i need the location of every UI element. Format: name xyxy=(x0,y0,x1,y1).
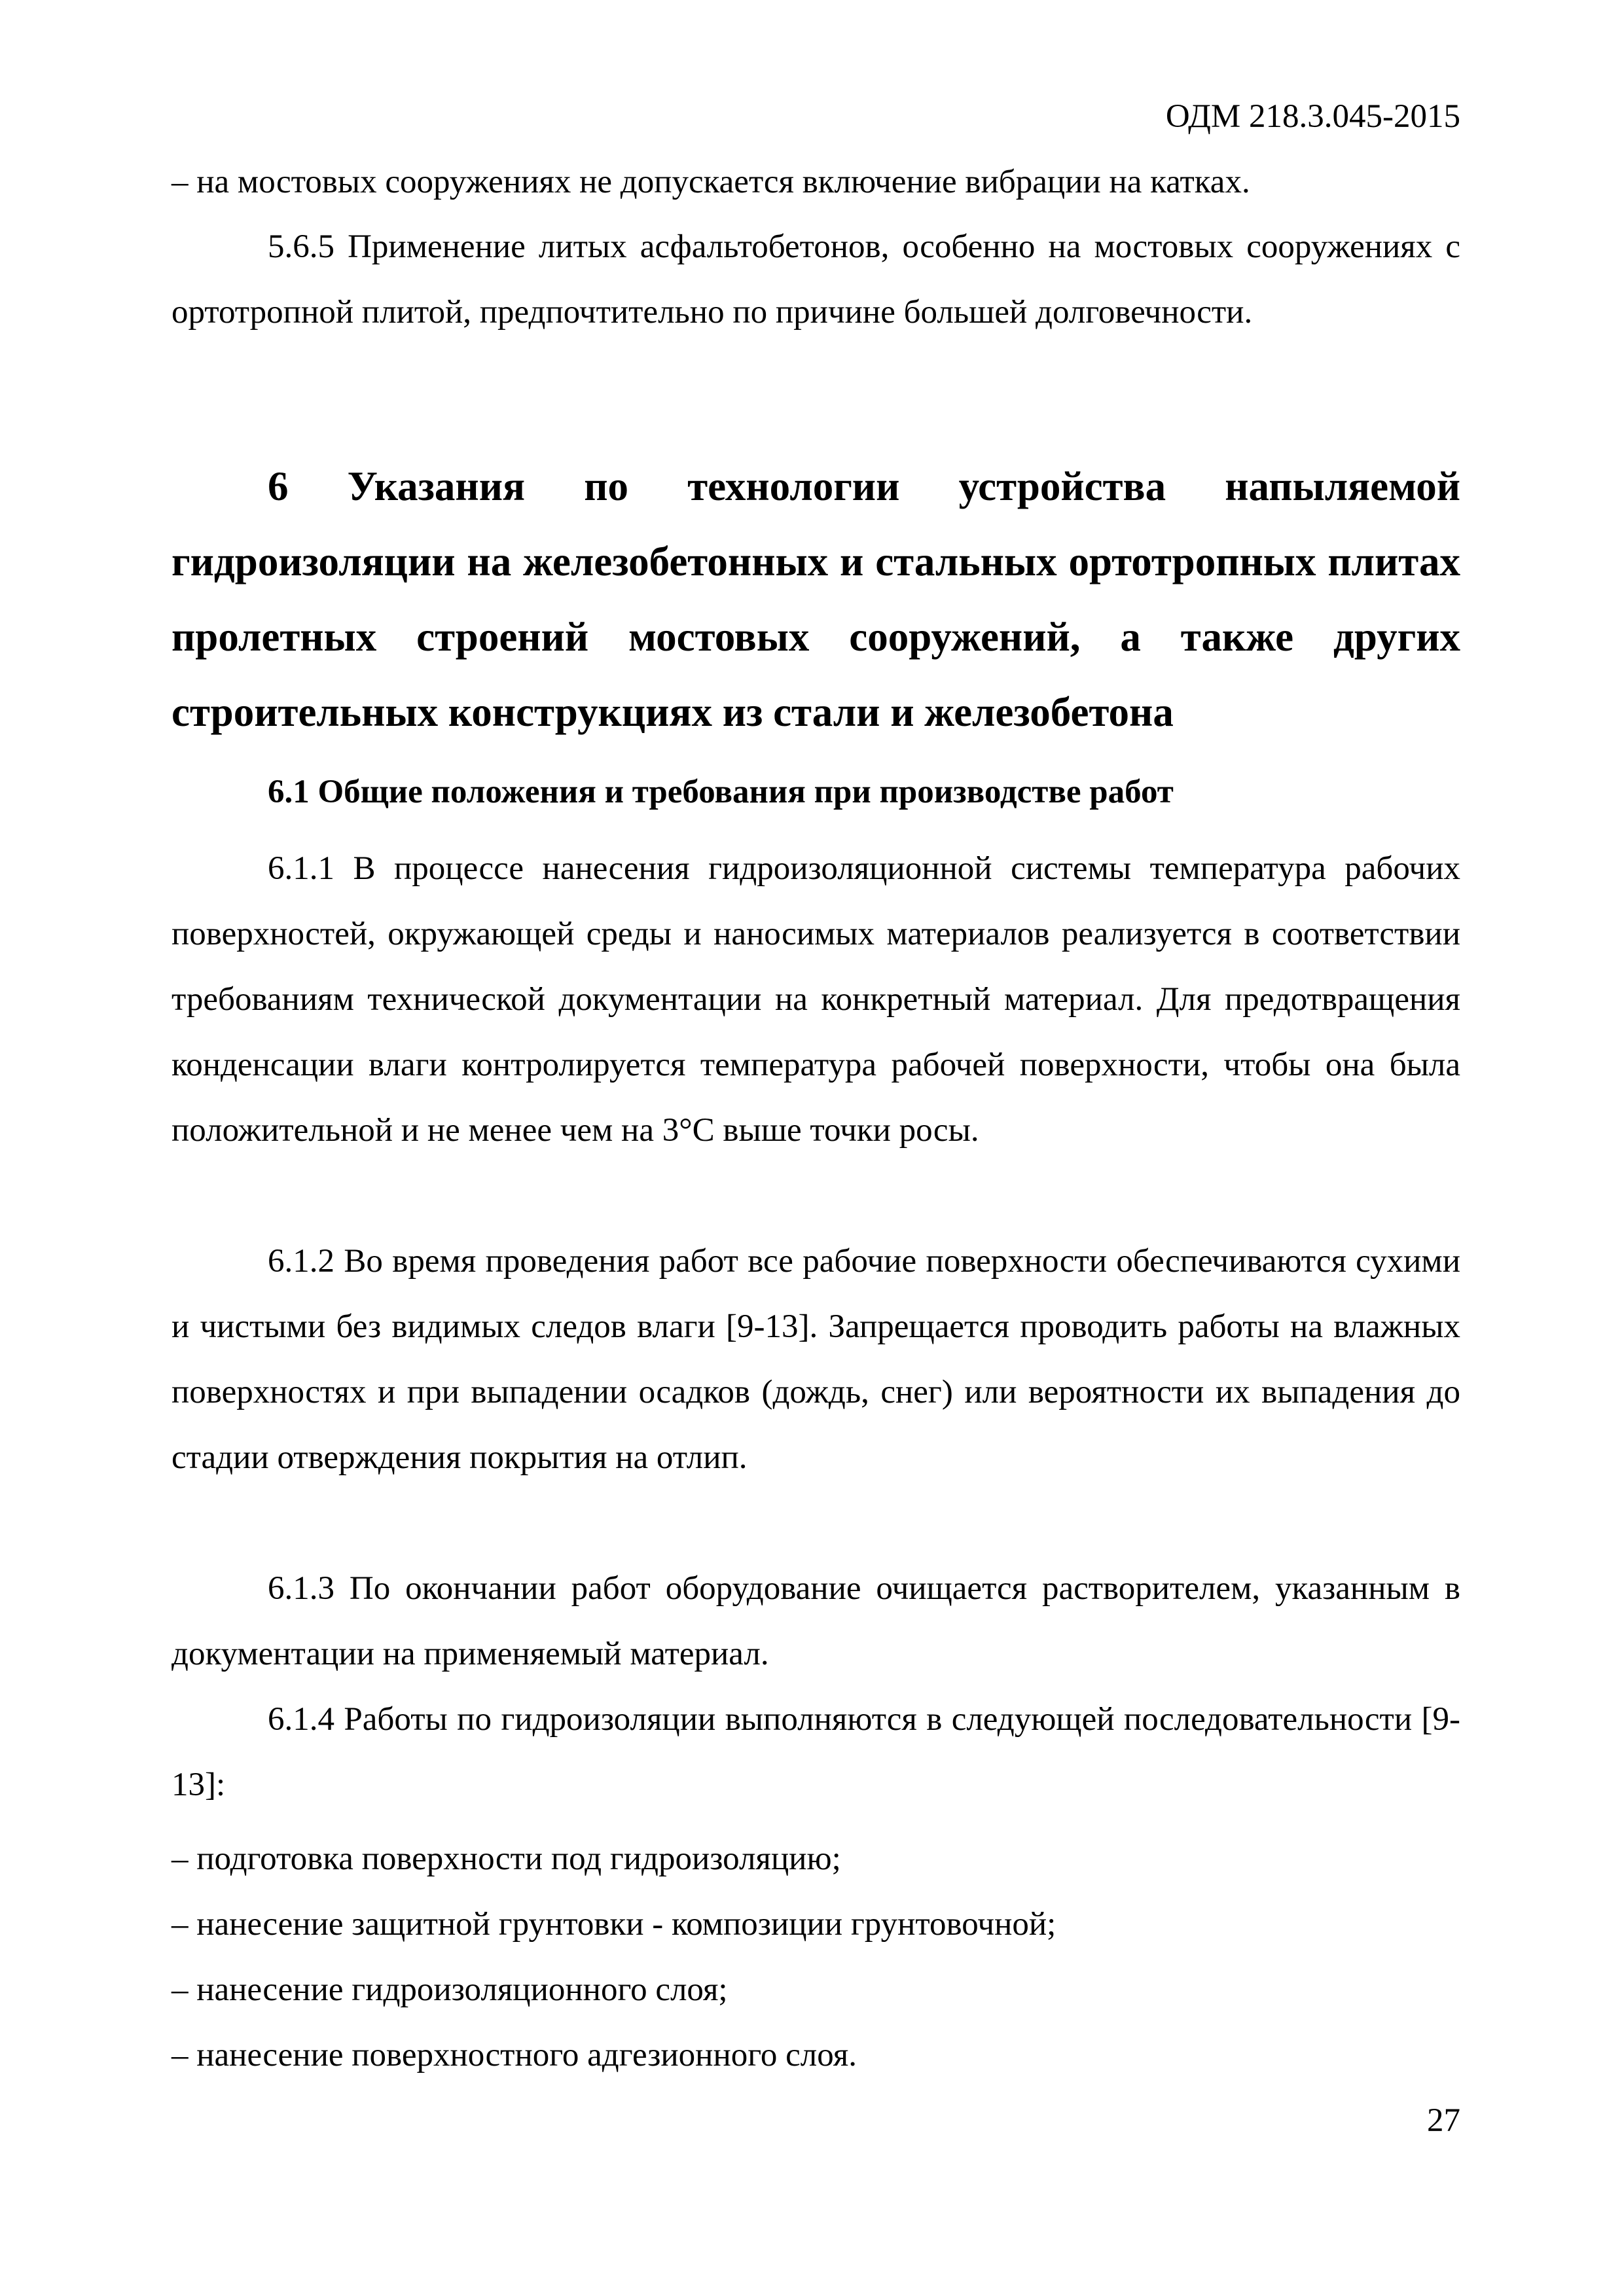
subsection-heading-6-1: 6.1 Общие положения и требования при производстве работ xyxy=(268,774,1174,810)
list-item: – нанесение гидроизоляционного слоя; xyxy=(171,1971,728,2008)
paragraph-6-1-3: 6.1.3 По окончании работ оборудование очищается растворителем, указанным в документации на применяемый материал. xyxy=(171,1570,1460,1672)
paragraph-6-1-2: 6.1.2 Во время проведения работ все рабочие поверхности обеспечиваются сухими и чистыми без видимых следов влаги [9-13]. Запрещается проводить работы на влажных поверхностях и при выпадении осадков (дождь, снег) или вероятности их выпадения до стадии отверждения покрытия на отлип. xyxy=(171,1243,1460,1476)
paragraph-6-1-4: 6.1.4 Работы по гидроизоляции выполняются в следующей последовательности [9-13]: xyxy=(171,1701,1460,1803)
paragraph-6-1-1: 6.1.1 В процессе нанесения гидроизоляционной системы температура рабочих поверхностей, окружающей среды и наносимых материалов реализуется в соответствии требованиям технической документации на конкретный материал. Для предотвращения конденсации влаги контролируется температура рабочей поверхности, чтобы она была положительной и не менее чем на 3°С выше точки росы. xyxy=(171,850,1460,1149)
paragraph-5-6-5: 5.6.5 Применение литых асфальтобетонов, особенно на мостовых сооружениях с ортотропной плитой, предпочтительно по причине большей долговечности. xyxy=(171,228,1460,331)
page-number: 27 xyxy=(1427,2102,1460,2139)
list-item: – подготовка поверхности под гидроизоляцию; xyxy=(171,1840,841,1877)
list-item-vibration: – на мостовых сооружениях не допускается включение вибрации на катках. xyxy=(171,164,1250,200)
list-item: – нанесение защитной грунтовки - композиции грунтовочной; xyxy=(171,1906,1056,1943)
section-heading-6: 6 Указания по технологии устройства напыляемой гидроизоляции на железобетонных и стальных ортотропных плитах пролетных строений мостовых сооружений, а также других строительных конструкциях из стали и железобетона xyxy=(171,463,1460,735)
document-code-header: ОДМ 218.3.045-2015 xyxy=(1165,98,1460,135)
list-item: – нанесение поверхностного адгезионного слоя. xyxy=(171,2037,857,2073)
